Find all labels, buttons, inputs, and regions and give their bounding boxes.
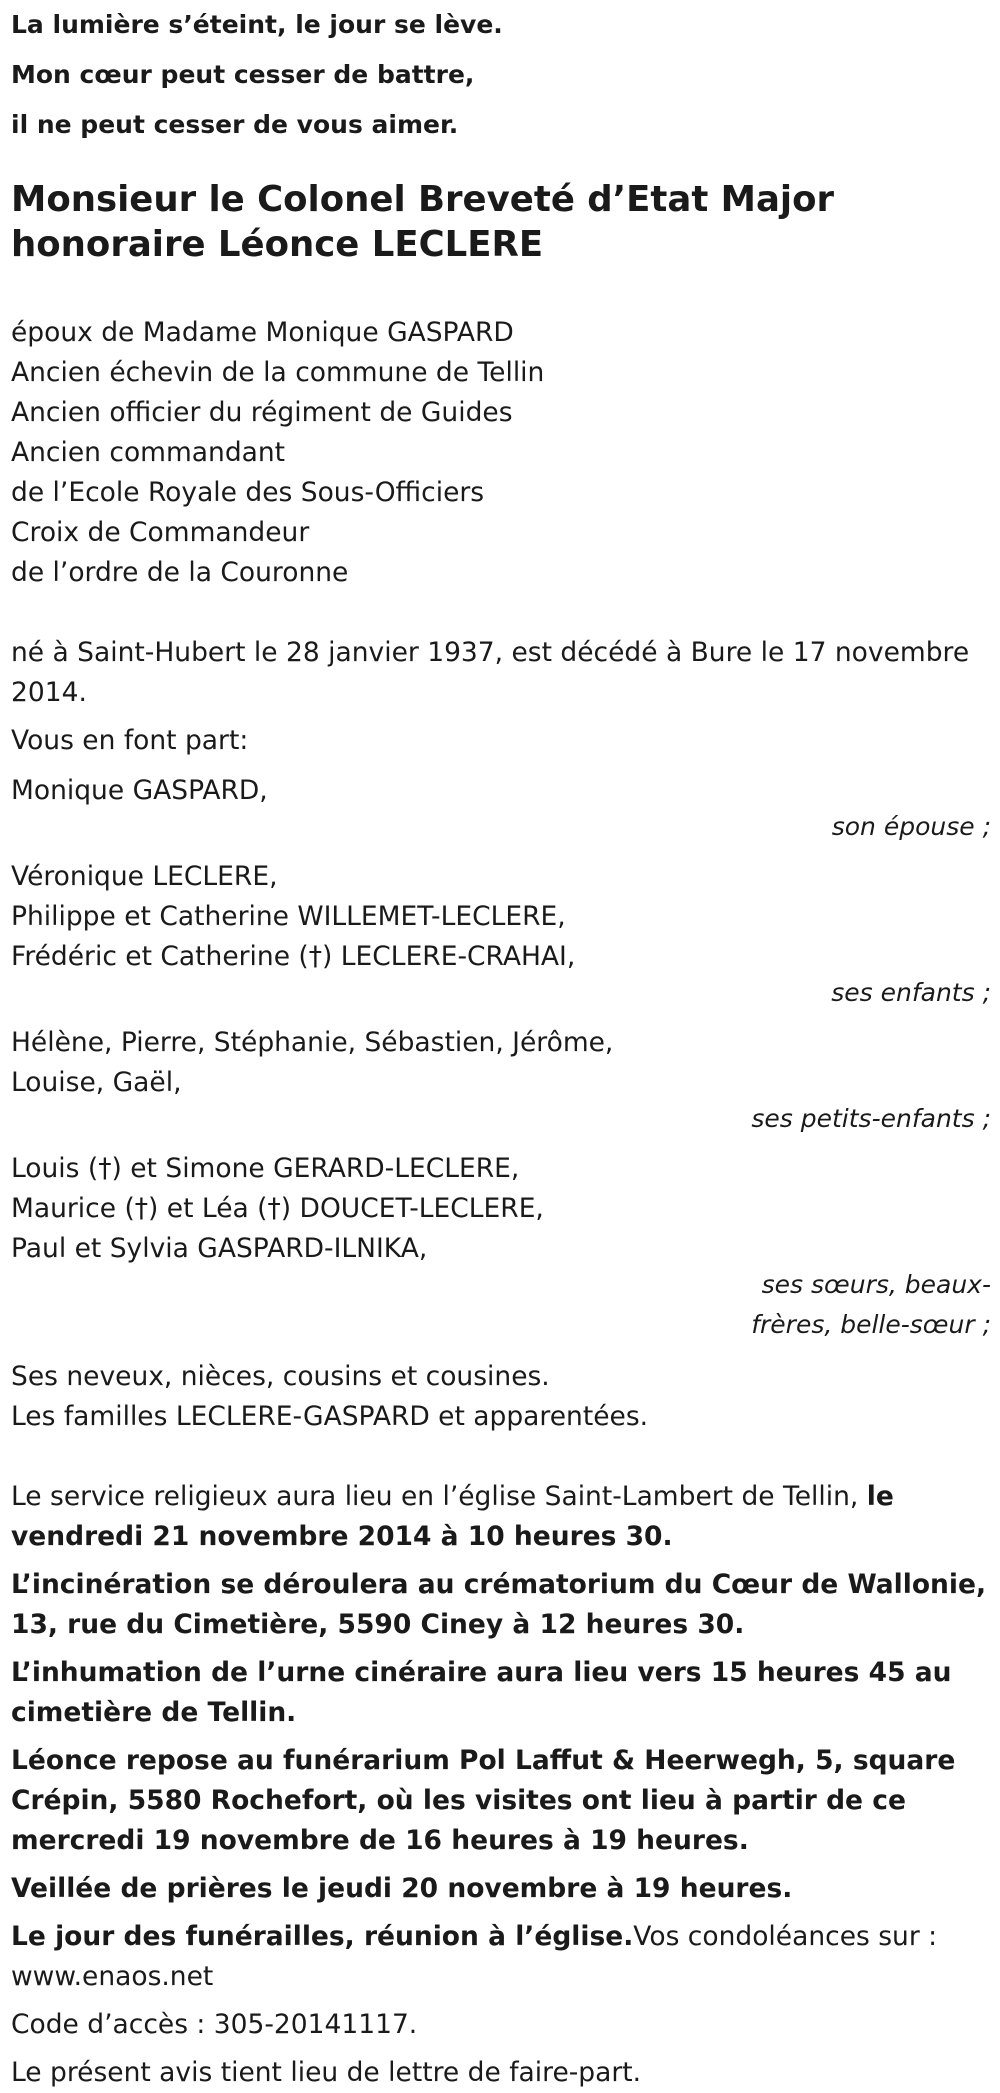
title-line: Ancien échevin de la commune de Tellin	[11, 357, 545, 388]
title-line: époux de Madame Monique GASPARD	[11, 317, 514, 348]
birth-death-statement: né à Saint-Hubert le 28 janvier 1937, est décédé à Bure le 17 novembre 2014.	[11, 637, 970, 708]
family-group-grandchildren	[11, 1023, 991, 1139]
family-name-line: Frédéric et Catherine (†) LECLERE-CRAHAI,	[11, 941, 576, 972]
obituary-notice	[11, 0, 991, 2093]
funeral-day-info: Le jour des funérailles, réunion à l’église.Vos condoléances sur : www.enaos.net	[11, 1921, 938, 1992]
inhumation-info: L’inhumation de l’urne cinéraire aura lieu vers 15 heures 45 au cimetière de Tellin.	[11, 1657, 952, 1728]
service-date: le vendredi 21 novembre 2014 à 10 heures 30.	[11, 1481, 894, 1552]
family-name-line: Louis (†) et Simone GERARD-LECLERE,	[11, 1153, 520, 1184]
verse-line: La lumière s’éteint, le jour se lève.	[11, 10, 503, 39]
incineration-info: L’incinération se déroulera au crématorium du Cœur de Wallonie, 13, rue du Cimetière, 5590 Ciney à 12 heures 30.	[11, 1569, 987, 1640]
opening-verse	[11, 0, 991, 150]
family-line: Les familles LECLERE-GASPARD et apparentées.	[11, 1401, 649, 1432]
title-line: de l’ordre de la Couronne	[11, 557, 349, 588]
family-name-line: Monique GASPARD,	[11, 775, 268, 806]
deceased-titles	[11, 313, 991, 593]
condolences-link: Vos condoléances sur : www.enaos.net	[11, 1921, 938, 1992]
relation-label: ses sœurs, beaux- frères, belle-sœur ;	[751, 1270, 991, 1339]
vigil-info: Veillée de prières le jeudi 20 novembre à 19 heures.	[11, 1873, 793, 1904]
family-name-line: Hélène, Pierre, Stéphanie, Sébastien, Jérôme,	[11, 1027, 614, 1058]
deceased-name	[11, 177, 991, 267]
family-line: Ses neveux, nièces, cousins et cousines.	[11, 1361, 550, 1392]
announcement-heading: Vous en font part:	[11, 725, 249, 756]
title-line: de l’Ecole Royale des Sous-Officiers	[11, 477, 485, 508]
name-line: Monsieur le Colonel Breveté d’Etat Major	[11, 179, 835, 220]
family-group-siblings	[11, 1149, 991, 1345]
funerarium-info: Léonce repose au funérarium Pol Laffut & Heerwegh, 5, square Crépin, 5580 Rochefort, où les visites ont lieu à partir de ce mercredi 19 novembre de 16 heures à 19 heures.	[11, 1745, 956, 1856]
title-line: Ancien commandant	[11, 437, 286, 468]
verse-line: il ne peut cesser de vous aimer.	[11, 110, 459, 139]
religious-service: Le service religieux aura lieu en l’église Saint-Lambert de Tellin, le vendredi 21 novembre 2014 à 10 heures 30.	[11, 1481, 894, 1552]
family-name-line: Philippe et Catherine WILLEMET-LECLERE,	[11, 901, 566, 932]
title-line: Ancien officier du régiment de Guides	[11, 397, 513, 428]
family-name-line: Paul et Sylvia GASPARD-ILNIKA,	[11, 1233, 428, 1264]
extended-family	[11, 1357, 991, 1437]
family-name-line: Maurice (†) et Léa (†) DOUCET-LECLERE,	[11, 1193, 544, 1224]
closing-note: Le présent avis tient lieu de lettre de faire-part.	[11, 2057, 642, 2088]
relation-label: son épouse ;	[831, 812, 991, 841]
family-name-line: Véronique LECLERE,	[11, 861, 278, 892]
family-name-line: Louise, Gaël,	[11, 1067, 182, 1098]
name-line: honoraire Léonce LECLERE	[11, 224, 544, 265]
family-group-children	[11, 857, 991, 1013]
family-group-spouse	[11, 771, 991, 847]
access-code: Code d’accès : 305-20141117.	[11, 2009, 418, 2040]
verse-line: Mon cœur peut cesser de battre,	[11, 60, 475, 89]
relation-label: ses petits-enfants ;	[751, 1104, 991, 1133]
relation-label: ses enfants ;	[831, 978, 991, 1007]
title-line: Croix de Commandeur	[11, 517, 310, 548]
